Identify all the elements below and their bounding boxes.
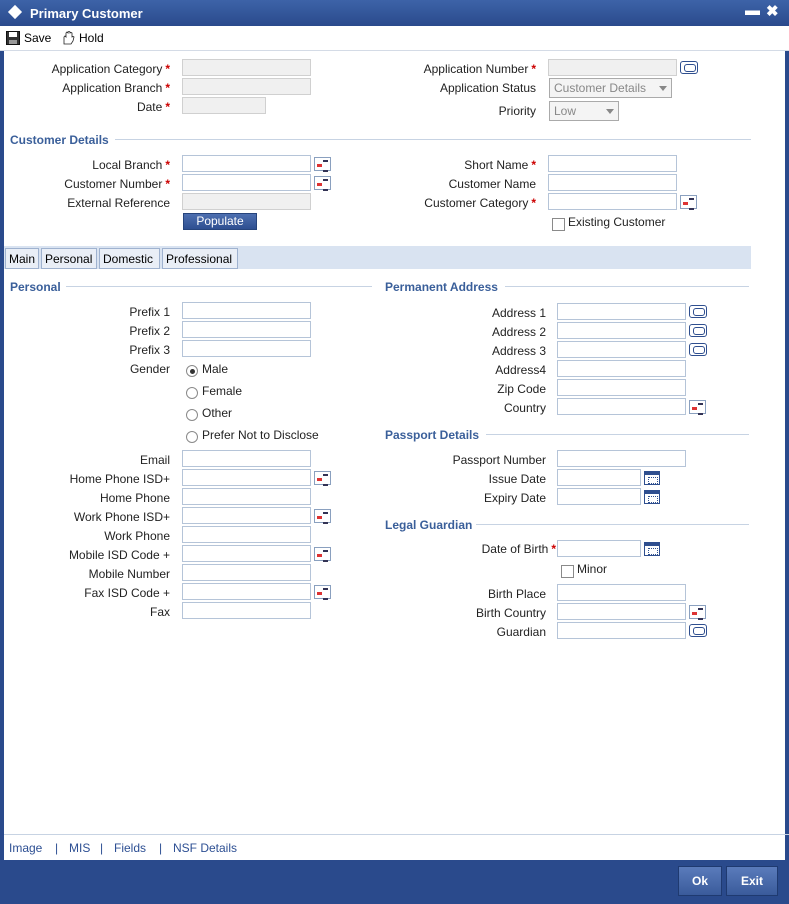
toolbar [0, 26, 789, 51]
section-divider [486, 434, 749, 435]
work-phone-label: Work Phone [104, 529, 170, 543]
save-button[interactable] [6, 31, 51, 45]
local-branch-label: Local Branch * [92, 158, 170, 172]
date-input[interactable] [182, 97, 266, 114]
passport-details-heading: Passport Details [385, 428, 480, 442]
address-2-input[interactable] [557, 322, 686, 339]
gender-male-label: Male [202, 362, 229, 376]
right-frame-edge [785, 26, 789, 860]
section-divider [476, 524, 749, 525]
country-label: Country [503, 401, 546, 415]
home-phone-isd-label: Home Phone ISD+ [69, 472, 170, 486]
personal-heading: Personal [10, 280, 61, 294]
list-of-values-icon[interactable] [689, 605, 706, 619]
external-reference-label: External Reference [67, 196, 170, 210]
date-label: Date * [136, 100, 170, 114]
tab-main[interactable]: Main [5, 248, 39, 269]
prefix-2-label: Prefix 2 [129, 324, 170, 338]
image-link[interactable]: Image [9, 841, 43, 855]
dropdown-arrow-icon [606, 109, 614, 114]
prefix-1-input[interactable] [182, 302, 311, 319]
address-3-input[interactable] [557, 341, 686, 358]
fax-isd-input[interactable] [182, 583, 311, 600]
work-phone-isd-label: Work Phone ISD+ [73, 510, 170, 524]
list-of-values-icon[interactable] [314, 547, 331, 561]
address-4-input[interactable] [557, 360, 686, 377]
nsf-details-link[interactable]: NSF Details [173, 841, 238, 855]
exit-button[interactable]: Exit [726, 866, 778, 896]
customer-details-heading: Customer Details [10, 133, 109, 147]
zip-code-label: Zip Code [497, 382, 546, 396]
issue-date-label: Issue Date [488, 472, 546, 486]
address-lookup-icon[interactable] [689, 343, 707, 356]
address-1-input[interactable] [557, 303, 686, 320]
work-phone-input[interactable] [182, 526, 311, 543]
save-icon [6, 31, 20, 45]
customer-number-label: Customer Number * [64, 177, 170, 191]
list-of-values-icon[interactable] [314, 471, 331, 485]
gender-other-radio[interactable] [186, 409, 198, 421]
dropdown-arrow-icon [659, 86, 667, 91]
existing-customer-label: Existing Customer [568, 215, 666, 229]
legal-guardian-heading: Legal Guardian [385, 518, 473, 532]
gender-prefer-not-label: Prefer Not to Disclose [202, 428, 319, 442]
populate-button[interactable]: Populate [183, 213, 257, 230]
application-category-input[interactable] [182, 59, 311, 76]
bottom-button-bar [0, 860, 789, 904]
application-status-value: Customer Details [554, 81, 647, 95]
date-of-birth-label: Date of Birth * [481, 542, 556, 556]
customer-category-label: Customer Category * [424, 196, 536, 210]
window-title: Primary Customer [30, 6, 143, 21]
footer-separator: | [55, 841, 59, 855]
expiry-date-label: Expiry Date [483, 491, 546, 505]
calendar-icon[interactable] [644, 471, 660, 485]
calendar-icon[interactable] [644, 490, 660, 504]
work-phone-isd-input[interactable] [182, 507, 311, 524]
guardian-lookup-icon[interactable] [689, 624, 707, 637]
birth-place-label: Birth Place [487, 587, 546, 601]
application-number-label: Application Number * [423, 62, 536, 76]
fields-link[interactable]: Fields [114, 841, 147, 855]
external-reference-input[interactable] [182, 193, 311, 210]
calendar-icon[interactable] [644, 542, 660, 556]
address-lookup-icon[interactable] [689, 324, 707, 337]
email-label: Email [139, 453, 170, 467]
birth-country-input[interactable] [557, 603, 686, 620]
short-name-label: Short Name * [464, 158, 536, 172]
email-input[interactable] [182, 450, 311, 467]
permanent-address-heading: Permanent Address [385, 280, 498, 294]
footer-separator: | [159, 841, 163, 855]
list-of-values-icon[interactable] [314, 157, 331, 171]
mobile-isd-input[interactable] [182, 545, 311, 562]
tab-professional[interactable]: Professional [162, 248, 238, 269]
customer-category-input[interactable] [548, 193, 677, 210]
ok-button[interactable]: Ok [678, 866, 722, 896]
priority-value: Low [554, 104, 577, 118]
gender-female-label: Female [202, 384, 243, 398]
mobile-isd-label: Mobile ISD Code + [68, 548, 170, 562]
short-name-input[interactable] [548, 155, 677, 172]
prefix-2-input[interactable] [182, 321, 311, 338]
application-number-input[interactable] [548, 59, 677, 76]
home-phone-input[interactable] [182, 488, 311, 505]
application-category-label: Application Category * [51, 62, 170, 76]
footer-separator: | [100, 841, 104, 855]
list-of-values-icon[interactable] [314, 585, 331, 599]
list-of-values-icon[interactable] [314, 176, 331, 190]
application-branch-input[interactable] [182, 78, 311, 95]
priority-label: Priority [498, 104, 536, 118]
customer-name-input[interactable] [548, 174, 677, 191]
home-phone-label: Home Phone [99, 491, 170, 505]
zip-code-input[interactable] [557, 379, 686, 396]
expiry-date-input[interactable] [557, 488, 641, 505]
minimize-button[interactable]: ▬ [745, 2, 760, 19]
birth-country-label: Birth Country [475, 606, 546, 620]
guardian-input[interactable] [557, 622, 686, 639]
close-button[interactable]: ✖ [766, 3, 779, 20]
guardian-label: Guardian [496, 625, 546, 639]
prefix-1-label: Prefix 1 [129, 305, 170, 319]
section-divider [115, 139, 751, 140]
title-bar [0, 0, 789, 26]
local-branch-input[interactable] [182, 155, 311, 172]
fax-isd-label: Fax ISD Code + [84, 586, 170, 600]
country-input[interactable] [557, 398, 686, 415]
address-2-label: Address 2 [491, 325, 546, 339]
birth-place-input[interactable] [557, 584, 686, 601]
mobile-number-input[interactable] [182, 564, 311, 581]
minor-checkbox[interactable] [561, 565, 574, 578]
issue-date-input[interactable] [557, 469, 641, 486]
hold-label: Hold [79, 31, 104, 45]
priority-select[interactable] [549, 101, 619, 121]
customer-number-input[interactable] [182, 174, 311, 191]
mobile-number-label: Mobile Number [88, 567, 170, 581]
hold-button[interactable] [61, 31, 104, 45]
left-frame-edge [0, 26, 4, 860]
address-4-label: Address4 [495, 363, 546, 377]
mis-link[interactable]: MIS [69, 841, 91, 855]
passport-number-label: Passport Number [452, 453, 546, 467]
date-of-birth-input[interactable] [557, 540, 641, 557]
hand-icon [61, 31, 75, 45]
prefix-3-input[interactable] [182, 340, 311, 357]
existing-customer-checkbox[interactable] [552, 218, 565, 231]
gender-prefer-not-radio[interactable] [186, 431, 198, 443]
address-1-label: Address 1 [491, 306, 546, 320]
passport-number-input[interactable] [557, 450, 686, 467]
gender-male-radio[interactable] [186, 365, 198, 377]
application-branch-label: Application Branch * [62, 81, 170, 95]
address-lookup-icon[interactable] [689, 305, 707, 318]
fax-label: Fax [149, 605, 170, 619]
save-label: Save [24, 31, 52, 45]
customer-name-label: Customer Name [448, 177, 536, 191]
application-status-label: Application Status [439, 81, 536, 95]
prefix-3-label: Prefix 3 [129, 343, 170, 357]
section-divider [66, 286, 372, 287]
gender-other-label: Other [202, 406, 233, 420]
app-diamond-icon [8, 5, 22, 19]
section-divider [505, 286, 749, 287]
home-phone-isd-input[interactable] [182, 469, 311, 486]
application-status-select[interactable] [549, 78, 672, 98]
list-of-values-icon[interactable] [314, 509, 331, 523]
tab-personal[interactable]: Personal [41, 248, 97, 269]
gender-label: Gender [129, 362, 170, 376]
gender-female-radio[interactable] [186, 387, 198, 399]
address-3-label: Address 3 [491, 344, 546, 358]
fax-input[interactable] [182, 602, 311, 619]
list-of-values-icon[interactable] [680, 195, 697, 209]
tab-domestic[interactable]: Domestic [99, 248, 160, 269]
lookup-icon[interactable] [680, 61, 698, 74]
list-of-values-icon[interactable] [689, 400, 706, 414]
minor-label: Minor [577, 562, 608, 576]
